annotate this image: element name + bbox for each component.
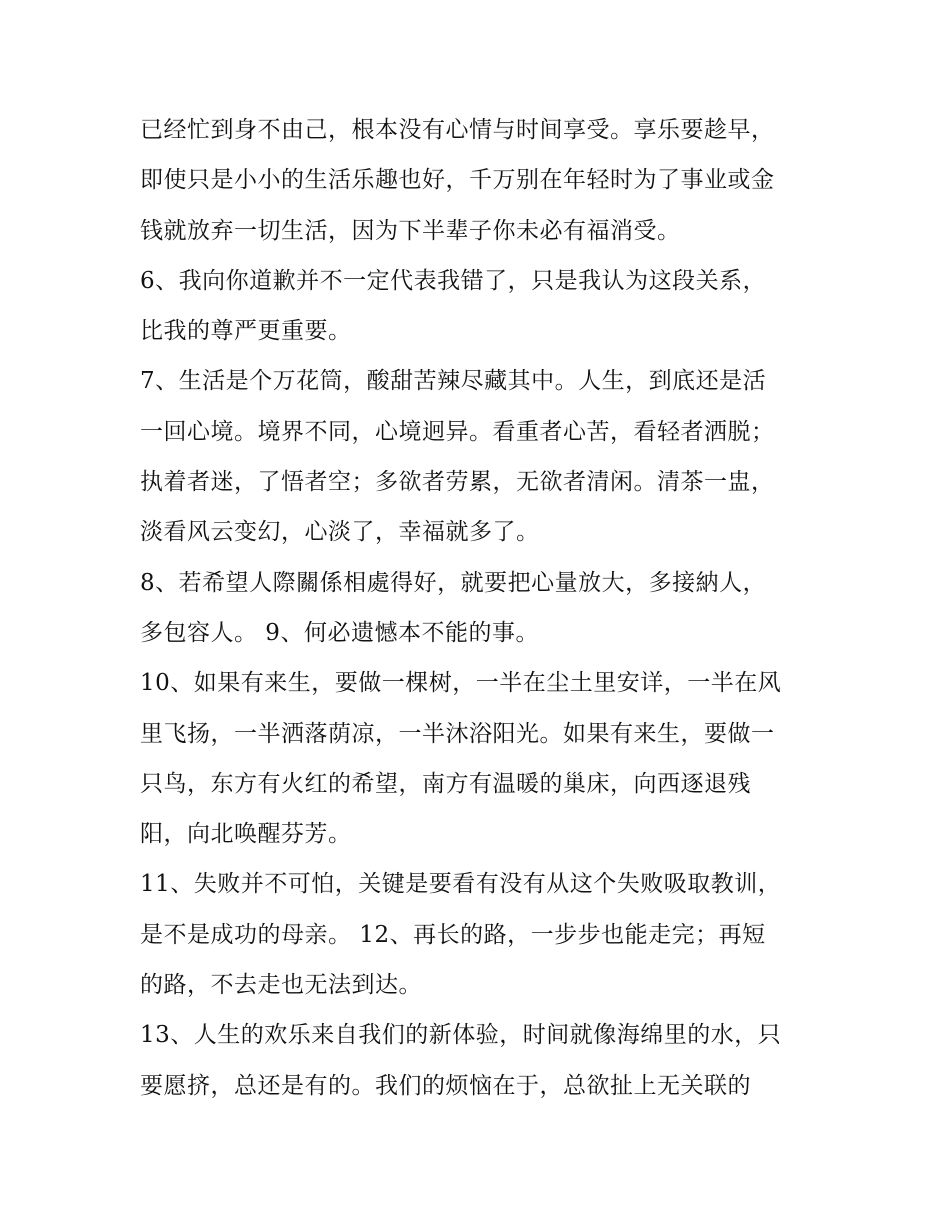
text-line: 要愿挤，总还是有的。我们的烦恼在于，总欲扯上无关联的 bbox=[140, 1072, 751, 1099]
text-line: 是不是成功的母亲。 12、再长的路，一步步也能走完；再短 bbox=[140, 921, 766, 948]
text-line: 执着者迷，了悟者空；多欲者劳累，无欲者清闲。清茶一盅， bbox=[140, 469, 775, 496]
text-line: 钱就放弃一切生活，因为下半辈子你未必有福消受。 bbox=[140, 217, 681, 244]
text-line: 6、我向你道歉并不一定代表我错了，只是我认为这段关系， bbox=[140, 267, 767, 294]
document-body bbox=[140, 105, 830, 1111]
text-line: 的路，不去走也无法到达。 bbox=[140, 972, 422, 999]
text-line: 8、若希望人際關係相處得好，就要把心量放大，多接納人， bbox=[140, 569, 767, 596]
text-line: 即使只是小小的生活乐趣也好，千万别在年轻时为了事业或金 bbox=[140, 167, 775, 194]
text-line: 已经忙到身不由己，根本没有心情与时间享受。享乐要趁早， bbox=[140, 117, 775, 143]
text-line: 多包容人。 9、何必遗憾本不能的事。 bbox=[140, 619, 539, 646]
text-line: 里飞扬，一半洒落荫凉，一半沐浴阳光。如果有来生，要做一 bbox=[140, 720, 775, 747]
text-line: 10、如果有来生，要做一棵树，一半在尘土里安详，一半在风 bbox=[140, 670, 782, 697]
text-line: 阳，向北唤醒芬芳。 bbox=[140, 821, 352, 848]
text-line: 11、失败并不可怕，关键是要看有没有从这个失败吸取教训， bbox=[140, 871, 782, 898]
text-line: 13、人生的欢乐来自我们的新体验，时间就像海绵里的水，只 bbox=[140, 1022, 782, 1049]
text-line: 比我的尊严更重要。 bbox=[140, 318, 352, 345]
text-line: 淡看风云变幻，心淡了，幸福就多了。 bbox=[140, 519, 540, 546]
text-line: 一回心境。境界不同，心境迥异。看重者心苦，看轻者洒脱； bbox=[140, 418, 775, 445]
text-line: 7、生活是个万花筒，酸甜苦辣尽藏其中。人生，到底还是活 bbox=[140, 368, 767, 395]
text-line: 只鸟，东方有火红的希望，南方有温暖的巢床，向西逐退残 bbox=[140, 770, 751, 797]
